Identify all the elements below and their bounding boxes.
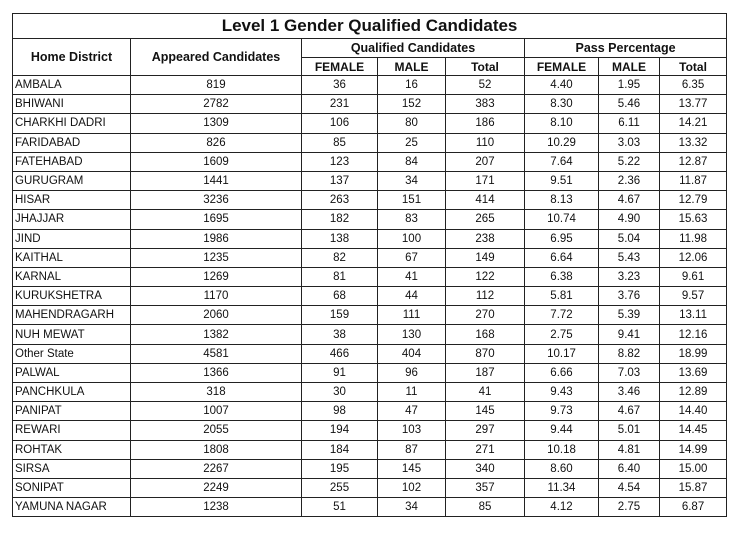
- qualified-male-cell: 34: [378, 171, 446, 190]
- qualified-total-cell: 145: [446, 402, 525, 421]
- pass-total-cell: 12.89: [660, 383, 727, 402]
- table-row: [13, 95, 727, 114]
- table-row: [13, 191, 727, 210]
- qualified-female-cell: 91: [302, 363, 378, 382]
- qualified-total-cell: 187: [446, 363, 525, 382]
- qualified-female-cell: 182: [302, 210, 378, 229]
- qualified-male-cell: 152: [378, 95, 446, 114]
- pass-total-cell: 9.61: [660, 267, 727, 286]
- table-row: [13, 344, 727, 363]
- pass-female-cell: 6.64: [525, 248, 599, 267]
- pass-female-cell: 10.74: [525, 210, 599, 229]
- qualified-total-cell: 238: [446, 229, 525, 248]
- pass-female-cell: 10.18: [525, 440, 599, 459]
- pass-male-cell: 4.81: [599, 440, 660, 459]
- qualified-male-cell: 41: [378, 267, 446, 286]
- qualified-male-cell: 80: [378, 114, 446, 133]
- qualified-female-cell: 68: [302, 287, 378, 306]
- pass-male-cell: 6.11: [599, 114, 660, 133]
- district-cell: PALWAL: [13, 363, 131, 382]
- district-cell: NUH MEWAT: [13, 325, 131, 344]
- district-cell: JHAJJAR: [13, 210, 131, 229]
- pass-male-cell: 1.95: [599, 76, 660, 95]
- district-cell: HISAR: [13, 191, 131, 210]
- district-cell: YAMUNA NAGAR: [13, 498, 131, 517]
- qualified-male-cell: 404: [378, 344, 446, 363]
- qualified-male-cell: 111: [378, 306, 446, 325]
- qualified-female-cell: 36: [302, 76, 378, 95]
- table-row: [13, 383, 727, 402]
- district-cell: JIND: [13, 229, 131, 248]
- pass-female-cell: 8.60: [525, 459, 599, 478]
- table-row: [13, 114, 727, 133]
- qualified-male-cell: 83: [378, 210, 446, 229]
- qualified-total-cell: 171: [446, 171, 525, 190]
- appeared-cell: 4581: [131, 344, 302, 363]
- pass-total-cell: 13.11: [660, 306, 727, 325]
- qualified-female-cell: 195: [302, 459, 378, 478]
- pass-male-cell: 5.46: [599, 95, 660, 114]
- pass-male-cell: 5.22: [599, 152, 660, 171]
- qualified-total-cell: 112: [446, 287, 525, 306]
- qualified-total-cell: 870: [446, 344, 525, 363]
- district-cell: Other State: [13, 344, 131, 363]
- table-row: [13, 478, 727, 497]
- pass-total-cell: 14.99: [660, 440, 727, 459]
- pass-total-cell: 12.87: [660, 152, 727, 171]
- pass-female-cell: 8.10: [525, 114, 599, 133]
- pass-female-cell: 10.29: [525, 133, 599, 152]
- header-qualified-female: FEMALE: [302, 58, 378, 76]
- pass-female-cell: 6.95: [525, 229, 599, 248]
- qualified-male-cell: 16: [378, 76, 446, 95]
- qualified-female-cell: 38: [302, 325, 378, 344]
- qualified-male-cell: 102: [378, 478, 446, 497]
- qualified-female-cell: 263: [302, 191, 378, 210]
- pass-total-cell: 18.99: [660, 344, 727, 363]
- pass-male-cell: 8.82: [599, 344, 660, 363]
- pass-female-cell: 7.64: [525, 152, 599, 171]
- header-pass-total: Total: [660, 58, 727, 76]
- pass-total-cell: 11.98: [660, 229, 727, 248]
- pass-female-cell: 8.30: [525, 95, 599, 114]
- district-cell: FARIDABAD: [13, 133, 131, 152]
- pass-total-cell: 11.87: [660, 171, 727, 190]
- pass-male-cell: 5.01: [599, 421, 660, 440]
- qualified-female-cell: 82: [302, 248, 378, 267]
- pass-total-cell: 15.63: [660, 210, 727, 229]
- results-table: [12, 13, 727, 517]
- pass-total-cell: 13.69: [660, 363, 727, 382]
- district-cell: GURUGRAM: [13, 171, 131, 190]
- pass-male-cell: 7.03: [599, 363, 660, 382]
- qualified-female-cell: 30: [302, 383, 378, 402]
- qualified-total-cell: 168: [446, 325, 525, 344]
- pass-male-cell: 3.76: [599, 287, 660, 306]
- district-cell: SIRSA: [13, 459, 131, 478]
- pass-male-cell: 4.54: [599, 478, 660, 497]
- qualified-total-cell: 340: [446, 459, 525, 478]
- table-row: [13, 287, 727, 306]
- district-cell: PANCHKULA: [13, 383, 131, 402]
- qualified-female-cell: 98: [302, 402, 378, 421]
- pass-male-cell: 6.40: [599, 459, 660, 478]
- appeared-cell: 318: [131, 383, 302, 402]
- qualified-female-cell: 194: [302, 421, 378, 440]
- appeared-cell: 1309: [131, 114, 302, 133]
- pass-female-cell: 6.66: [525, 363, 599, 382]
- qualified-female-cell: 466: [302, 344, 378, 363]
- pass-female-cell: 2.75: [525, 325, 599, 344]
- qualified-male-cell: 96: [378, 363, 446, 382]
- qualified-total-cell: 207: [446, 152, 525, 171]
- qualified-female-cell: 184: [302, 440, 378, 459]
- pass-male-cell: 4.90: [599, 210, 660, 229]
- appeared-cell: 1235: [131, 248, 302, 267]
- results-sheet: [12, 13, 726, 517]
- district-cell: FATEHABAD: [13, 152, 131, 171]
- table-row: [13, 171, 727, 190]
- header-home-district: Home District: [13, 39, 131, 76]
- qualified-male-cell: 25: [378, 133, 446, 152]
- qualified-female-cell: 255: [302, 478, 378, 497]
- header-appeared: Appeared Candidates: [131, 39, 302, 76]
- pass-total-cell: 12.79: [660, 191, 727, 210]
- pass-male-cell: 5.43: [599, 248, 660, 267]
- pass-male-cell: 4.67: [599, 191, 660, 210]
- district-cell: KAITHAL: [13, 248, 131, 267]
- appeared-cell: 1695: [131, 210, 302, 229]
- pass-male-cell: 3.23: [599, 267, 660, 286]
- pass-male-cell: 2.36: [599, 171, 660, 190]
- district-cell: BHIWANI: [13, 95, 131, 114]
- pass-female-cell: 11.34: [525, 478, 599, 497]
- qualified-male-cell: 34: [378, 498, 446, 517]
- pass-female-cell: 7.72: [525, 306, 599, 325]
- header-qualified-male: MALE: [378, 58, 446, 76]
- appeared-cell: 1382: [131, 325, 302, 344]
- qualified-total-cell: 414: [446, 191, 525, 210]
- district-cell: ROHTAK: [13, 440, 131, 459]
- qualified-total-cell: 297: [446, 421, 525, 440]
- district-cell: REWARI: [13, 421, 131, 440]
- header-qualified-total: Total: [446, 58, 525, 76]
- appeared-cell: 2055: [131, 421, 302, 440]
- table-row: [13, 363, 727, 382]
- qualified-total-cell: 41: [446, 383, 525, 402]
- qualified-total-cell: 186: [446, 114, 525, 133]
- qualified-total-cell: 271: [446, 440, 525, 459]
- pass-male-cell: 5.39: [599, 306, 660, 325]
- table-row: [13, 76, 727, 95]
- pass-total-cell: 6.87: [660, 498, 727, 517]
- pass-total-cell: 14.21: [660, 114, 727, 133]
- qualified-total-cell: 383: [446, 95, 525, 114]
- pass-female-cell: 9.73: [525, 402, 599, 421]
- appeared-cell: 819: [131, 76, 302, 95]
- pass-male-cell: 9.41: [599, 325, 660, 344]
- table-row: [13, 325, 727, 344]
- pass-female-cell: 9.51: [525, 171, 599, 190]
- qualified-male-cell: 47: [378, 402, 446, 421]
- appeared-cell: 2267: [131, 459, 302, 478]
- qualified-total-cell: 149: [446, 248, 525, 267]
- appeared-cell: 2782: [131, 95, 302, 114]
- pass-total-cell: 12.16: [660, 325, 727, 344]
- qualified-male-cell: 151: [378, 191, 446, 210]
- qualified-male-cell: 103: [378, 421, 446, 440]
- pass-male-cell: 5.04: [599, 229, 660, 248]
- district-cell: MAHENDRAGARH: [13, 306, 131, 325]
- district-cell: PANIPAT: [13, 402, 131, 421]
- district-cell: AMBALA: [13, 76, 131, 95]
- table-row: [13, 133, 727, 152]
- qualified-female-cell: 81: [302, 267, 378, 286]
- appeared-cell: 1269: [131, 267, 302, 286]
- qualified-female-cell: 231: [302, 95, 378, 114]
- appeared-cell: 1170: [131, 287, 302, 306]
- qualified-total-cell: 270: [446, 306, 525, 325]
- table-row: [13, 459, 727, 478]
- appeared-cell: 1808: [131, 440, 302, 459]
- header-pass-percentage: Pass Percentage: [525, 39, 727, 58]
- qualified-male-cell: 145: [378, 459, 446, 478]
- header-pass-female: FEMALE: [525, 58, 599, 76]
- pass-male-cell: 3.03: [599, 133, 660, 152]
- table-row: [13, 210, 727, 229]
- table-row: [13, 306, 727, 325]
- pass-total-cell: 14.45: [660, 421, 727, 440]
- district-cell: KURUKSHETRA: [13, 287, 131, 306]
- pass-female-cell: 9.44: [525, 421, 599, 440]
- table-row: [13, 267, 727, 286]
- district-cell: CHARKHI DADRI: [13, 114, 131, 133]
- qualified-female-cell: 159: [302, 306, 378, 325]
- pass-total-cell: 15.00: [660, 459, 727, 478]
- appeared-cell: 826: [131, 133, 302, 152]
- qualified-female-cell: 85: [302, 133, 378, 152]
- district-cell: SONIPAT: [13, 478, 131, 497]
- appeared-cell: 1238: [131, 498, 302, 517]
- pass-female-cell: 5.81: [525, 287, 599, 306]
- appeared-cell: 1609: [131, 152, 302, 171]
- header-qualified: Qualified Candidates: [302, 39, 525, 58]
- qualified-female-cell: 51: [302, 498, 378, 517]
- table-row: [13, 229, 727, 248]
- qualified-female-cell: 123: [302, 152, 378, 171]
- appeared-cell: 3236: [131, 191, 302, 210]
- header-pass-male: MALE: [599, 58, 660, 76]
- pass-female-cell: 9.43: [525, 383, 599, 402]
- qualified-male-cell: 44: [378, 287, 446, 306]
- pass-female-cell: 6.38: [525, 267, 599, 286]
- qualified-male-cell: 87: [378, 440, 446, 459]
- pass-male-cell: 3.46: [599, 383, 660, 402]
- qualified-total-cell: 122: [446, 267, 525, 286]
- qualified-total-cell: 85: [446, 498, 525, 517]
- table-row: [13, 440, 727, 459]
- qualified-male-cell: 11: [378, 383, 446, 402]
- pass-total-cell: 13.77: [660, 95, 727, 114]
- qualified-male-cell: 100: [378, 229, 446, 248]
- pass-total-cell: 9.57: [660, 287, 727, 306]
- table-row: [13, 421, 727, 440]
- qualified-total-cell: 265: [446, 210, 525, 229]
- table-row: [13, 498, 727, 517]
- pass-female-cell: 8.13: [525, 191, 599, 210]
- qualified-male-cell: 67: [378, 248, 446, 267]
- qualified-total-cell: 110: [446, 133, 525, 152]
- qualified-female-cell: 106: [302, 114, 378, 133]
- table-row: [13, 248, 727, 267]
- pass-total-cell: 15.87: [660, 478, 727, 497]
- qualified-female-cell: 137: [302, 171, 378, 190]
- pass-total-cell: 6.35: [660, 76, 727, 95]
- pass-total-cell: 13.32: [660, 133, 727, 152]
- appeared-cell: 1366: [131, 363, 302, 382]
- qualified-total-cell: 52: [446, 76, 525, 95]
- district-cell: KARNAL: [13, 267, 131, 286]
- table-title: Level 1 Gender Qualified Candidates: [13, 14, 727, 39]
- appeared-cell: 1007: [131, 402, 302, 421]
- pass-male-cell: 2.75: [599, 498, 660, 517]
- appeared-cell: 1441: [131, 171, 302, 190]
- table-body: [13, 76, 727, 517]
- pass-female-cell: 10.17: [525, 344, 599, 363]
- table-row: [13, 152, 727, 171]
- table-header: [13, 14, 727, 76]
- qualified-total-cell: 357: [446, 478, 525, 497]
- pass-female-cell: 4.12: [525, 498, 599, 517]
- pass-total-cell: 12.06: [660, 248, 727, 267]
- appeared-cell: 1986: [131, 229, 302, 248]
- qualified-female-cell: 138: [302, 229, 378, 248]
- appeared-cell: 2249: [131, 478, 302, 497]
- pass-female-cell: 4.40: [525, 76, 599, 95]
- pass-male-cell: 4.67: [599, 402, 660, 421]
- pass-total-cell: 14.40: [660, 402, 727, 421]
- table-row: [13, 402, 727, 421]
- appeared-cell: 2060: [131, 306, 302, 325]
- qualified-male-cell: 130: [378, 325, 446, 344]
- qualified-male-cell: 84: [378, 152, 446, 171]
